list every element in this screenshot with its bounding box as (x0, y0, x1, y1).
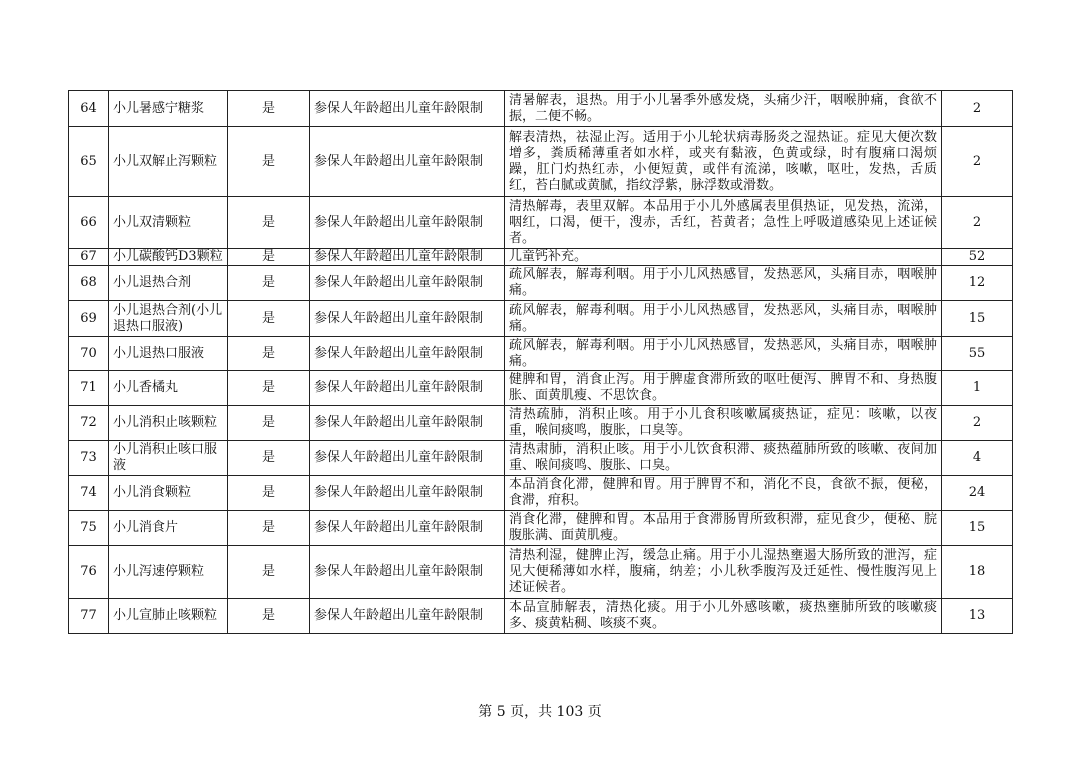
drug-description: 本品消食化滞，健脾和胃。用于脾胃不和，消化不良，食欲不振，便秘，食滞，疳积。 (505, 476, 942, 511)
limit-reason: 参保人年龄超出儿童年龄限制 (310, 91, 505, 127)
row-number: 68 (69, 266, 109, 301)
drug-description: 清热疏肺，消积止咳。用于小儿食积咳嗽属痰热证，症见：咳嗽，以夜重，喉间痰鸣，腹胀，口臭等。 (505, 406, 942, 441)
limit-reason: 参保人年龄超出儿童年龄限制 (310, 441, 505, 476)
drug-table (68, 90, 1013, 634)
table-row (69, 91, 1013, 127)
flag-cell: 是 (228, 197, 310, 249)
flag-cell: 是 (228, 91, 310, 127)
row-number: 65 (69, 127, 109, 197)
drug-description: 清暑解表，退热。用于小儿暑季外感发烧，头痛少汗，咽喉肿痛，食欲不振，二便不畅。 (505, 91, 942, 127)
drug-description: 清热利湿，健脾止泻，缓急止痛。用于小儿湿热壅遏大肠所致的泄泻，症见大便稀薄如水样，腹痛，纳差；小儿秋季腹泻及迁延性、慢性腹泻见上述证候者。 (505, 546, 942, 599)
limit-reason: 参保人年龄超出儿童年龄限制 (310, 599, 505, 634)
drug-description: 健脾和胃，消食止泻。用于脾虚食滞所致的呕吐便泻、脾胃不和、身热腹胀、面黄肌瘦、不思饮食。 (505, 371, 942, 406)
count-cell: 15 (942, 301, 1013, 337)
row-number: 66 (69, 197, 109, 249)
drug-name: 小儿碳酸钙D3颗粒 (109, 249, 228, 266)
row-number: 74 (69, 476, 109, 511)
drug-name: 小儿消积止咳口服液 (109, 441, 228, 476)
drug-name: 小儿消积止咳颗粒 (109, 406, 228, 441)
row-number: 71 (69, 371, 109, 406)
count-cell: 4 (942, 441, 1013, 476)
row-number: 64 (69, 91, 109, 127)
flag-cell: 是 (228, 301, 310, 337)
count-cell: 2 (942, 406, 1013, 441)
drug-description: 疏风解表，解毒利咽。用于小儿风热感冒，发热恶风，头痛目赤，咽喉肿痛。 (505, 301, 942, 337)
table-row (69, 371, 1013, 406)
table-row (69, 599, 1013, 634)
flag-cell: 是 (228, 337, 310, 371)
flag-cell: 是 (228, 266, 310, 301)
flag-cell: 是 (228, 371, 310, 406)
row-number: 70 (69, 337, 109, 371)
count-cell: 24 (942, 476, 1013, 511)
drug-description: 儿童钙补充。 (505, 249, 942, 266)
table-row (69, 127, 1013, 197)
table-row (69, 337, 1013, 371)
limit-reason: 参保人年龄超出儿童年龄限制 (310, 266, 505, 301)
row-number: 77 (69, 599, 109, 634)
limit-reason: 参保人年龄超出儿童年龄限制 (310, 371, 505, 406)
limit-reason: 参保人年龄超出儿童年龄限制 (310, 197, 505, 249)
drug-description: 本品宣肺解表，清热化痰。用于小儿外感咳嗽，痰热壅肺所致的咳嗽痰多、痰黄粘稠、咳痰不爽。 (505, 599, 942, 634)
count-cell: 12 (942, 266, 1013, 301)
count-cell: 1 (942, 371, 1013, 406)
row-number: 69 (69, 301, 109, 337)
drug-name: 小儿消食颗粒 (109, 476, 228, 511)
limit-reason: 参保人年龄超出儿童年龄限制 (310, 249, 505, 266)
flag-cell: 是 (228, 441, 310, 476)
limit-reason: 参保人年龄超出儿童年龄限制 (310, 476, 505, 511)
drug-name: 小儿消食片 (109, 511, 228, 546)
table-row (69, 406, 1013, 441)
limit-reason: 参保人年龄超出儿童年龄限制 (310, 127, 505, 197)
drug-description: 清热肃肺，消积止咳。用于小儿饮食积滞、痰热蕴肺所致的咳嗽、夜间加重、喉间痰鸣、腹胀、口臭。 (505, 441, 942, 476)
count-cell: 2 (942, 127, 1013, 197)
count-cell: 15 (942, 511, 1013, 546)
flag-cell: 是 (228, 476, 310, 511)
count-cell: 2 (942, 91, 1013, 127)
drug-name: 小儿泻速停颗粒 (109, 546, 228, 599)
flag-cell: 是 (228, 127, 310, 197)
row-number: 72 (69, 406, 109, 441)
table-row (69, 301, 1013, 337)
table-row (69, 266, 1013, 301)
limit-reason: 参保人年龄超出儿童年龄限制 (310, 511, 505, 546)
drug-name: 小儿宣肺止咳颗粒 (109, 599, 228, 634)
limit-reason: 参保人年龄超出儿童年龄限制 (310, 546, 505, 599)
flag-cell: 是 (228, 406, 310, 441)
drug-name: 小儿退热合剂(小儿退热口服液) (109, 301, 228, 337)
drug-description: 清热解毒，表里双解。本品用于小儿外感属表里俱热证，见发热，流涕，咽红，口渴，便干，溲赤，舌红，苔黄者；急性上呼吸道感染见上述证候者。 (505, 197, 942, 249)
flag-cell: 是 (228, 599, 310, 634)
drug-name: 小儿暑感宁糖浆 (109, 91, 228, 127)
drug-description: 疏风解表，解毒利咽。用于小儿风热感冒，发热恶风，头痛目赤，咽喉肿痛。 (505, 337, 942, 371)
page-footer: 第 5 页，共 103 页 (478, 704, 602, 720)
table-row (69, 441, 1013, 476)
row-number: 67 (69, 249, 109, 266)
flag-cell: 是 (228, 249, 310, 266)
drug-description: 消食化滞，健脾和胃。本品用于食滞肠胃所致积滞，症见食少，便秘、脘腹胀满、面黄肌瘦。 (505, 511, 942, 546)
count-cell: 2 (942, 197, 1013, 249)
flag-cell: 是 (228, 546, 310, 599)
limit-reason: 参保人年龄超出儿童年龄限制 (310, 337, 505, 371)
table-row (69, 249, 1013, 266)
drug-name: 小儿双清颗粒 (109, 197, 228, 249)
table-row (69, 546, 1013, 599)
drug-description: 疏风解表，解毒利咽。用于小儿风热感冒，发热恶风，头痛目赤，咽喉肿痛。 (505, 266, 942, 301)
row-number: 73 (69, 441, 109, 476)
row-number: 75 (69, 511, 109, 546)
drug-name: 小儿香橘丸 (109, 371, 228, 406)
count-cell: 13 (942, 599, 1013, 634)
row-number: 76 (69, 546, 109, 599)
count-cell: 55 (942, 337, 1013, 371)
drug-name: 小儿退热口服液 (109, 337, 228, 371)
drug-description: 解表清热，祛湿止泻。适用于小儿轮状病毒肠炎之湿热证。症见大便次数增多，粪质稀薄重者如水样，或夹有黏液，色黄或绿，时有腹痛口渴烦躁，肛门灼热红赤，小便短黄，或伴有流涕，咳嗽，呕吐，发热，舌质红，苔白腻或黄腻，指纹浮紫，脉浮数或滑数。 (505, 127, 942, 197)
limit-reason: 参保人年龄超出儿童年龄限制 (310, 406, 505, 441)
count-cell: 52 (942, 249, 1013, 266)
table-row (69, 476, 1013, 511)
limit-reason: 参保人年龄超出儿童年龄限制 (310, 301, 505, 337)
drug-name: 小儿双解止泻颗粒 (109, 127, 228, 197)
flag-cell: 是 (228, 511, 310, 546)
table-row (69, 197, 1013, 249)
table-row (69, 511, 1013, 546)
drug-name: 小儿退热合剂 (109, 266, 228, 301)
count-cell: 18 (942, 546, 1013, 599)
